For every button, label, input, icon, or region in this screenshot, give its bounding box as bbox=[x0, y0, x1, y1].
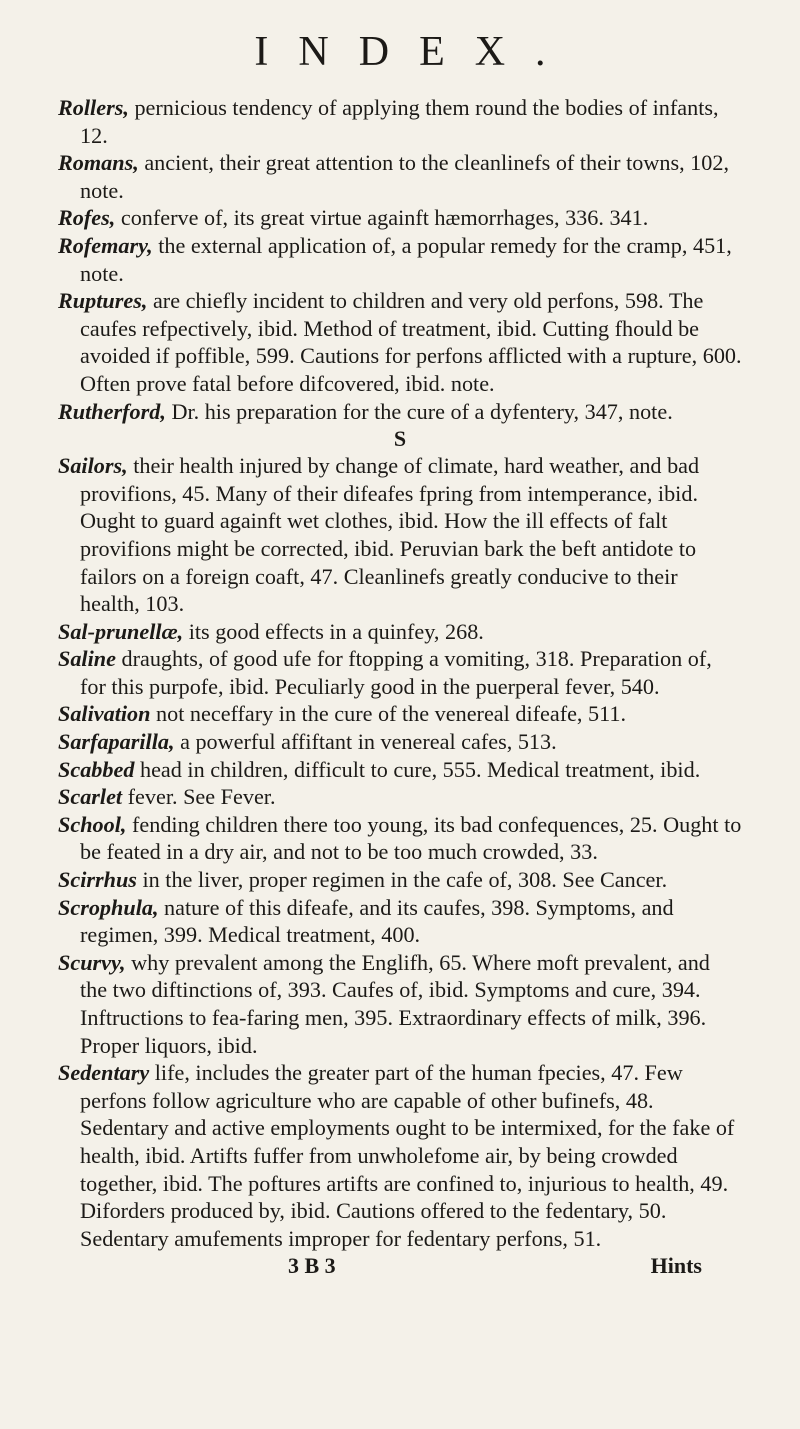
signature-mark: 3 B 3 bbox=[288, 1253, 336, 1279]
entry-term: Scurvy, bbox=[58, 949, 126, 975]
entry-text: conferve of, its great virtue againft hæmorrhages, 336. 341. bbox=[115, 205, 649, 231]
entry-term: Scabbed bbox=[58, 756, 135, 782]
entry-text: head in children, difficult to cure, 555. Medical treatment, ibid. bbox=[134, 756, 701, 782]
index-entries-r bbox=[58, 94, 742, 425]
index-entry bbox=[58, 894, 742, 949]
entry-term: Sedentary bbox=[58, 1060, 150, 1086]
index-entry bbox=[58, 1059, 742, 1252]
index-entry bbox=[58, 728, 742, 756]
entry-term: Scarlet bbox=[58, 784, 123, 810]
entry-text: nature of this difeafe, and its caufes, 398. Symptoms, and regimen, 399. Medical treatment, 400. bbox=[80, 894, 674, 948]
entry-term: Sailors, bbox=[58, 453, 128, 479]
entry-term: Salivation bbox=[58, 701, 151, 727]
entry-text: Dr. his preparation for the cure of a dyfentery, 347, note. bbox=[165, 398, 673, 424]
index-entry bbox=[58, 232, 742, 287]
entry-term: Saline bbox=[58, 646, 116, 672]
entry-term: Romans, bbox=[58, 150, 139, 176]
entry-term: Ruptures, bbox=[58, 288, 148, 314]
entry-text: pernicious tendency of applying them round the bodies of infants, 12. bbox=[80, 95, 719, 148]
entry-text: the external application of, a popular remedy for the cramp, 451, note. bbox=[80, 232, 732, 286]
entry-text: ancient, their great attention to the cleanlinefs of their towns, 102, note. bbox=[80, 150, 730, 203]
page-footer bbox=[58, 1252, 742, 1279]
entry-text: draughts, of good ufe for ftopping a vomiting, 318. Preparation of, for this purpofe, ibid. Peculiarly good in the puerperal fever, 540. bbox=[80, 646, 712, 699]
entry-text: its good effects in a quinfey, 268. bbox=[183, 618, 484, 644]
index-entry bbox=[58, 866, 742, 894]
entry-text: fending children there too young, its bad confequences, 25. Ought to be feated in a dry air, and not to be too much crowded, 33. bbox=[80, 811, 742, 865]
entry-text: why prevalent among the Englifh, 65. Where moft prevalent, and the two diftinctions of, 393. Caufes of, ibid. Symptoms and cure, 394. Inftructions to fea-faring men, 395. Extraordinary effects of milk, 396. Proper liquors, ibid. bbox=[80, 949, 710, 1058]
entry-term: Rofemary, bbox=[58, 232, 153, 258]
index-entry bbox=[58, 645, 742, 700]
entry-term: Rofes, bbox=[58, 205, 116, 231]
page-title: INDEX. bbox=[254, 29, 576, 75]
index-entry bbox=[58, 204, 742, 232]
index-entry bbox=[58, 700, 742, 728]
section-letter: S bbox=[393, 426, 407, 452]
index-entry bbox=[58, 783, 742, 811]
index-entry bbox=[58, 94, 742, 149]
entry-term: School, bbox=[58, 811, 127, 837]
entry-term: Rollers, bbox=[58, 95, 129, 120]
entry-text: a powerful affiftant in venereal cafes, 513. bbox=[174, 729, 557, 755]
index-entry bbox=[58, 618, 742, 646]
index-entry bbox=[58, 287, 742, 397]
entry-text: in the liver, proper regimen in the cafe of, 308. See Cancer. bbox=[136, 867, 668, 893]
entry-text: fever. See Fever. bbox=[122, 784, 276, 810]
entry-text: not neceffary in the cure of the venereal difeafe, 511. bbox=[150, 701, 627, 727]
index-entry bbox=[58, 149, 742, 204]
index-entries-s bbox=[58, 452, 742, 1252]
entry-term: Rutherford, bbox=[58, 398, 166, 424]
index-entry bbox=[58, 949, 742, 1059]
entry-text: life, includes the greater part of the human fpecies, 47. Few perfons follow agriculture who are capable of other bufinefs, 48. Sedentary and active employments ought to be intermixed, for the fake of health, ibid. Artifts fuffer from unwholefome air, by being crowded together, ibid. The poftures artifts are confined to, injurious to health, 49. Diforders produced by, ibid. Cautions offered to the fedentary, 50. Sedentary amufements improper for fedentary perfons, 51. bbox=[80, 1060, 735, 1251]
entry-text: their health injured by change of climate, hard weather, and bad provifions, 45. Many of their difeafes fpring from intemperance, ibid. Ought to guard againft wet clothes, ibid. How the ill effects of falt provifions might be corrected, ibid. Peruvian bark the beft antidote to failors on a foreign coaft, 47. Cleanlinefs greatly conducive to their health, 103. bbox=[80, 453, 700, 617]
index-entry bbox=[58, 756, 742, 784]
entry-term: Scirrhus bbox=[58, 867, 137, 893]
entry-term: Sal-prunellæ, bbox=[58, 618, 184, 644]
index-entry bbox=[58, 398, 742, 426]
catchword: Hints bbox=[650, 1253, 702, 1279]
entry-text: are chiefly incident to children and very old perfons, 598. The caufes refpectively, ibid. Method of treatment, ibid. Cutting fhould be avoided if poffible, 599. Cautions for perfons afflicted with a rupture, 600. Often prove fatal before difcovered, ibid. note. bbox=[80, 288, 742, 396]
entry-term: Scrophula, bbox=[58, 894, 159, 920]
entry-term: Sarfaparilla, bbox=[58, 729, 175, 755]
index-entry bbox=[58, 452, 742, 618]
index-entry bbox=[58, 811, 742, 866]
